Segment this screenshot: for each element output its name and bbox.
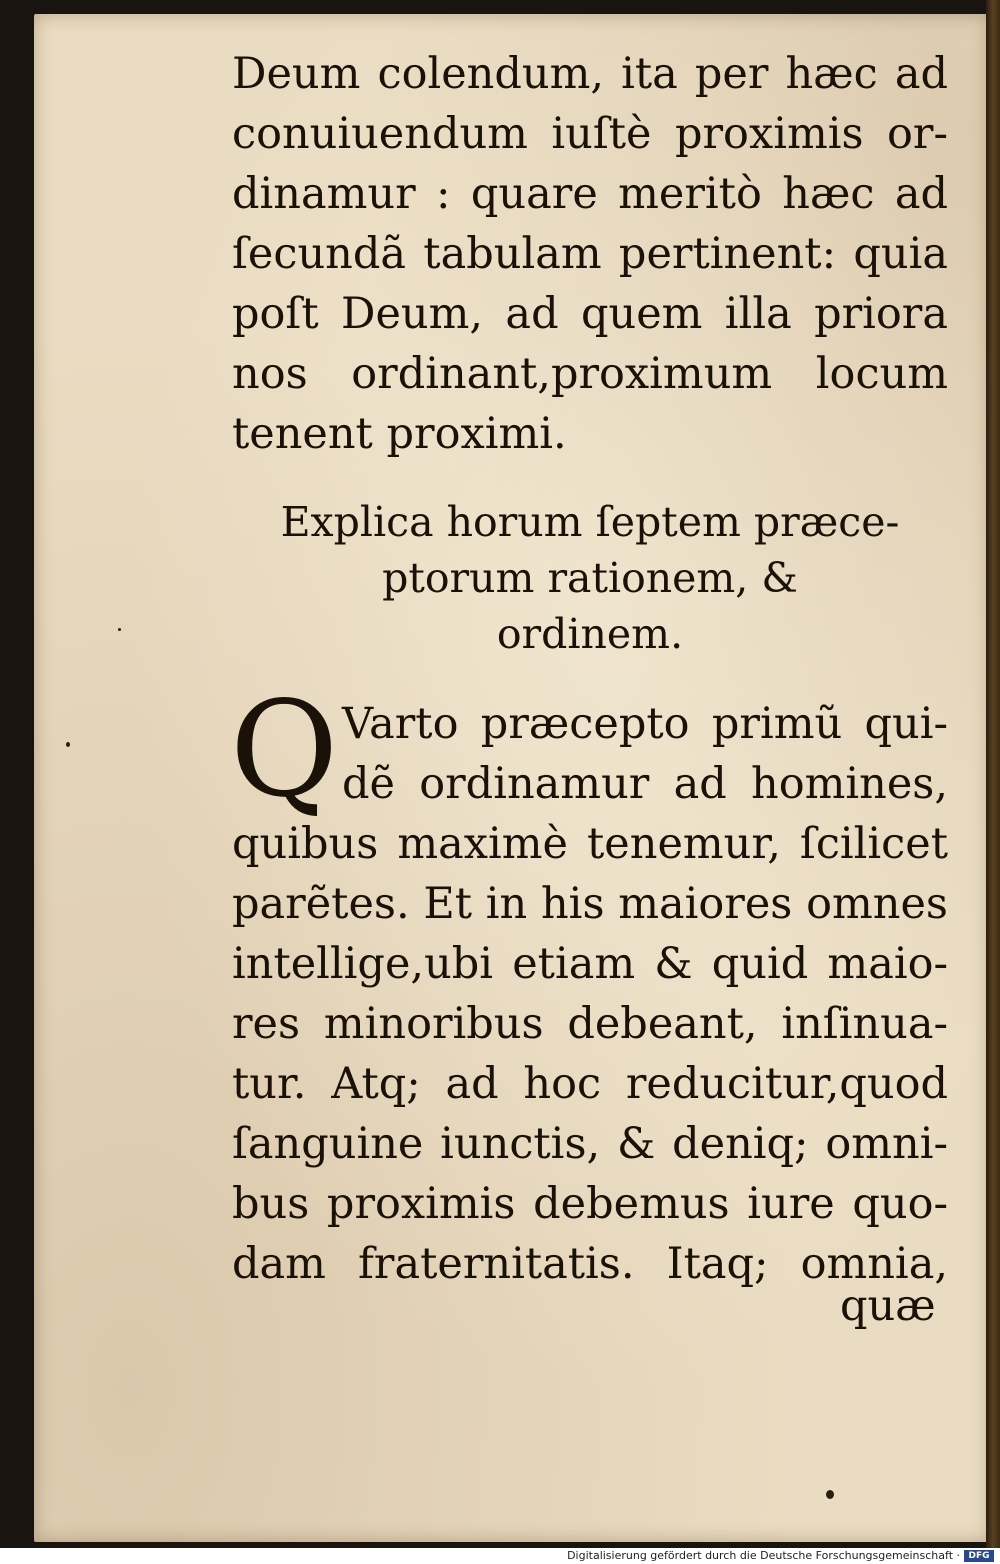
- footer-bar: [0, 1548, 1000, 1564]
- text-line: Varto præcepto primũ qui-: [342, 699, 948, 749]
- text-line: intellige,ubi etiam & quid maio-: [232, 939, 948, 989]
- text-line: ſanguine iunctis, & deniq; omni-: [232, 1119, 948, 1169]
- text-line: dinamur : quare meritò hæc ad: [232, 169, 948, 219]
- heading-line: ordinem.: [496, 610, 684, 658]
- dfg-logo: DFG: [964, 1550, 994, 1562]
- footer-credit: Digitalisierung gefördert durch die Deutsche Forschungsgemeinschaft ·: [567, 1549, 960, 1562]
- text-line: res minoribus debeant, inſinua-: [232, 999, 948, 1049]
- text-line: dam fraternitatis. Itaq; omnia,: [232, 1239, 948, 1289]
- text-line: nos ordinant,proximum locum: [232, 349, 948, 399]
- text-line: tenent proximi.: [232, 409, 567, 459]
- heading-line: ptorum rationem, &: [382, 554, 798, 602]
- text-line: bus proximis debemus iure quo-: [232, 1179, 948, 1229]
- text-line: dẽ ordinamur ad homines,: [342, 759, 948, 809]
- text-line: Deum colendum, ita per hæc ad: [232, 49, 948, 99]
- drop-capital: Q: [230, 673, 339, 827]
- ink-speck: [66, 742, 70, 747]
- text-line: ſecundã tabulam pertinent: quia: [232, 229, 948, 279]
- ink-speck: [118, 628, 121, 631]
- ink-speck: [826, 1490, 834, 1499]
- paragraph-2: [232, 694, 948, 1294]
- heading-line: Explica horum ſeptem præce-: [280, 498, 900, 546]
- catchword: quæ: [840, 1281, 936, 1331]
- text-line: conuiuendum iuſtè proximis or-: [232, 109, 948, 159]
- text-line: parẽtes. Et in his maiores omnes: [232, 879, 948, 929]
- text-line: quibus maximè tenemur, ſcilicet: [232, 819, 948, 869]
- book-spine-edge: [986, 0, 1000, 1548]
- text-line: tur. Atq; ad hoc reducitur,quod: [232, 1059, 948, 1109]
- paragraph-1: [232, 44, 948, 464]
- text-line: poſt Deum, ad quem illa priora: [232, 289, 948, 339]
- section-heading: [232, 494, 948, 662]
